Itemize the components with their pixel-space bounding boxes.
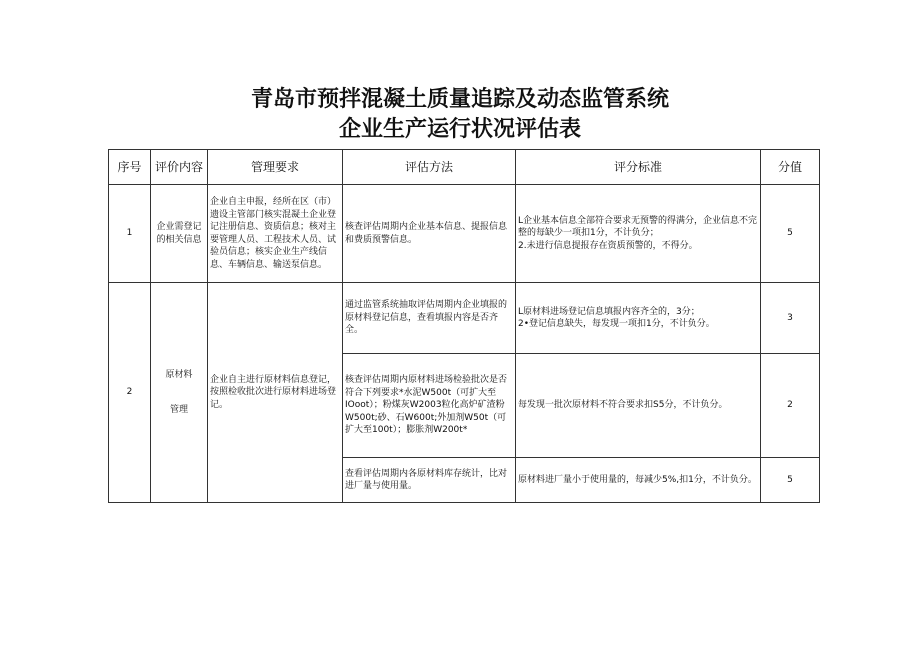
row2c-criteria: 原材料进厂量小于使用量的，每减少5%,扣1分，不计负分。 <box>516 458 761 503</box>
row2-content-line1: 原材料 <box>165 370 193 380</box>
header-content: 评价内容 <box>151 150 208 185</box>
header-seq: 序号 <box>109 150 151 185</box>
header-criteria: 评分标准 <box>516 150 761 185</box>
document-title: 青岛市预拌混凝土质量追踪及动态监管系统 <box>250 87 669 112</box>
row2a-score: 3 <box>761 283 820 354</box>
row1-score: 5 <box>761 185 820 283</box>
row2-content-line2: 管理 <box>169 404 188 415</box>
row1-criteria: L企业基本信息全部符合要求无预警的得满分，企业信息不完整的每缺少一项扣1分，不计负分； 2.未进行信息提报存在资质预警的，不得分。 <box>516 185 761 283</box>
row2b-method: 核查评估周期内原材料进场检验批次是否符合下列要求*水泥W500t（可扩大至IOoot）；粉煤灰W2003粒化高炉矿渣粉W500t;砂、石W600t;外加剂W50t（可扩大至100t）；膨胀剂W200t* <box>343 354 516 458</box>
evaluation-table <box>108 149 820 503</box>
table-header-row <box>109 150 820 185</box>
row1-method: 核查评估周期内企业基本信息、提报信息和费质预警信息。 <box>343 185 516 283</box>
row2c-method: 查看评估周期内各原材料库存统计，比对进厂量与使用量。 <box>343 458 516 503</box>
row2-requirement: 企业自主进行原材料信息登记，按照检收批次进行原材料进场登记。 <box>208 283 343 503</box>
row2-seq: 2 <box>109 283 151 503</box>
row2a-method: 通过监管系统抽取评估周期内企业填报的原材料登记信息，查看填报内容是否齐全。 <box>343 283 516 354</box>
document-subtitle: 企业生产运行状况评估表 <box>338 117 581 142</box>
row1-content: 企业需登记的相关信息 <box>151 185 208 283</box>
row2c-score: 5 <box>761 458 820 503</box>
header-score: 分值 <box>761 150 820 185</box>
table-row <box>109 185 820 283</box>
row2b-criteria: 每发现一批次原材料不符合要求扣S5分，不计负分。 <box>516 354 761 458</box>
header-method: 评估方法 <box>343 150 516 185</box>
row2b-score: 2 <box>761 354 820 458</box>
table-row <box>109 283 820 354</box>
row1-requirement: 企业自主申报，经所在区（市）遗设主管部门核实混凝土企业登记注册信息、资质信息；核对主要管理人员、工程技术人员、试验员信息；核实企业生产线信息、车辆信息、输送泵信息。 <box>208 185 343 283</box>
row1-seq: 1 <box>109 185 151 283</box>
row2a-criteria: L原材料进场登记信息填报内容齐全的，3分； 2•登记信息缺失，每发现一项扣1分，不计负分。 <box>516 283 761 354</box>
header-requirement: 管理要求 <box>208 150 343 185</box>
row2-content <box>151 283 208 503</box>
